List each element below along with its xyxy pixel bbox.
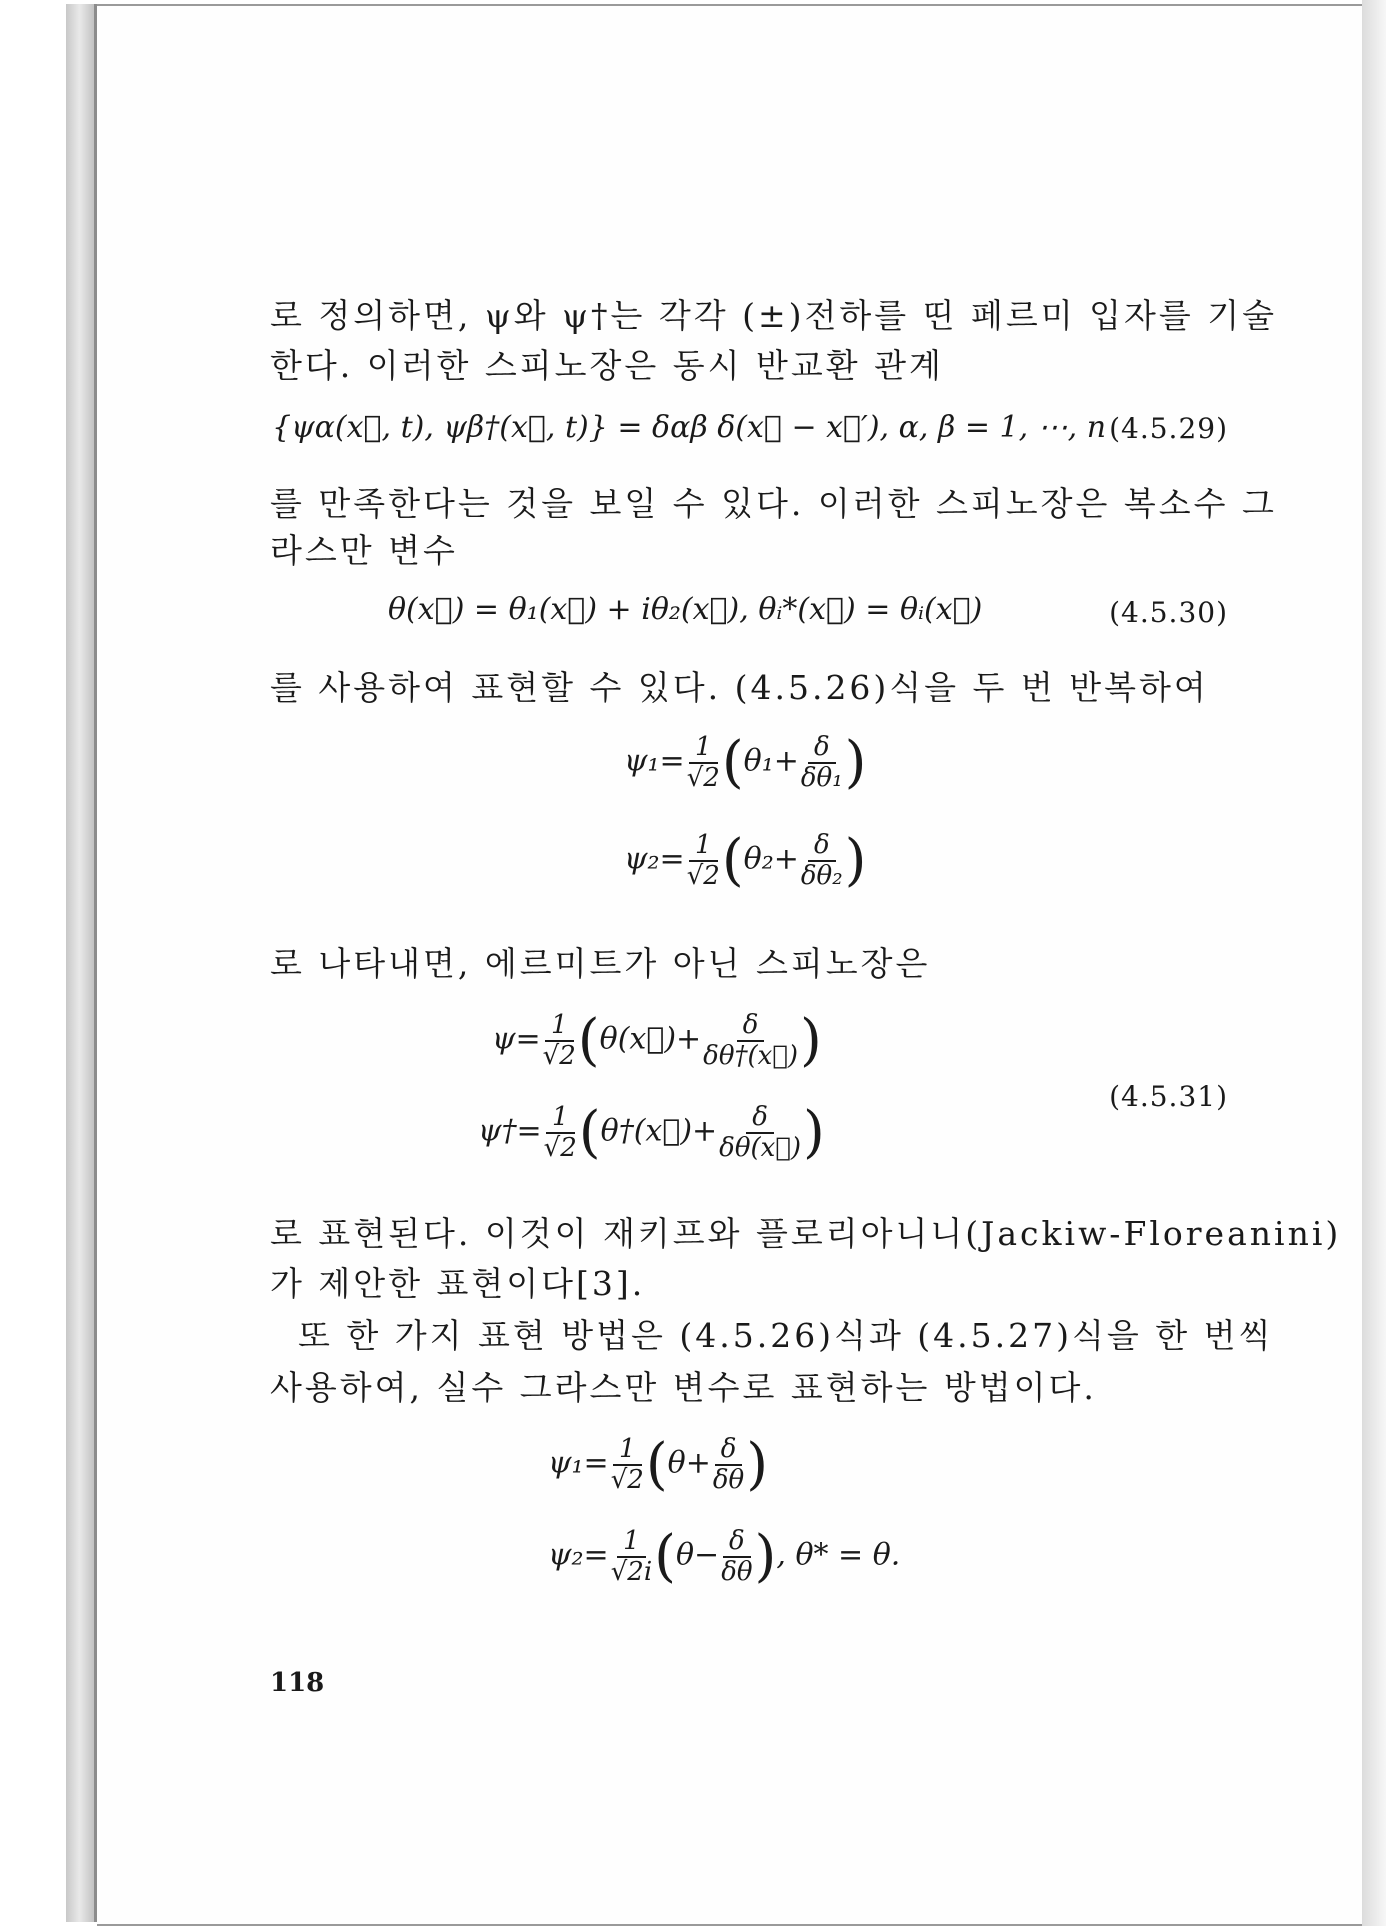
psi2-d-num: δ (808, 831, 836, 862)
psid-coefficient (544, 1103, 577, 1162)
psi1-derivative (801, 733, 843, 792)
psid-d-num: δ (746, 1103, 774, 1134)
psid-lhs: ψ†= (478, 1113, 542, 1149)
psi-derivative (703, 1011, 798, 1070)
psi1-coefficient (687, 733, 720, 792)
page-number: 118 (270, 1668, 325, 1698)
psid-open-paren: ( (578, 1100, 601, 1165)
equation-4-5-30: θ(x⃗) = θ₁(x⃗) + iθ₂(x⃗), θᵢ*(x⃗) = θᵢ(x⃗) (388, 592, 983, 627)
r1-lhs: ψ₁= (548, 1445, 609, 1481)
r1-derivative (713, 1435, 744, 1494)
r1-close-paren: ) (746, 1432, 769, 1497)
r1-coef-num: 1 (613, 1435, 642, 1466)
r1-d-den: δθ (712, 1464, 745, 1495)
r2-coef-num: 1 (617, 1527, 646, 1558)
equation-number-4-5-30: (4.5.30) (1109, 596, 1228, 629)
r2-coef-den: √2i (610, 1556, 653, 1587)
psid-inner: θ†(x⃗)+ (600, 1113, 718, 1149)
book-spine (66, 4, 96, 1922)
text-line-6: 로 나타내면, 에르미트가 아닌 스피노장은 (270, 944, 931, 983)
psid-derivative (719, 1103, 801, 1162)
equation-real-psi2 (548, 1524, 900, 1589)
equation-real-psi1 (548, 1432, 768, 1497)
psi-close-paren: ) (800, 1008, 822, 1073)
equation-number-4-5-29: (4.5.29) (1109, 412, 1228, 445)
text-line-2: 한다. 이러한 스피노장은 동시 반교환 관계 (270, 346, 944, 385)
r2-lhs: ψ₂= (548, 1537, 609, 1573)
psi1-open-paren: ( (721, 730, 744, 795)
r1-open-paren: ( (645, 1432, 668, 1497)
psi2-open-paren: ( (721, 828, 744, 893)
equation-psi2 (624, 828, 867, 893)
equation-psi-dagger (478, 1100, 825, 1165)
text-line-5: 를 사용하여 표현할 수 있다. (4.5.26)식을 두 번 반복하여 (270, 668, 1209, 707)
equation-psi (492, 1008, 822, 1073)
psi2-coef-num: 1 (689, 831, 718, 862)
psi-d-num: δ (737, 1011, 765, 1042)
r2-coefficient (611, 1527, 652, 1586)
psi2-close-paren: ) (844, 828, 867, 893)
psi-lhs: ψ= (492, 1021, 541, 1057)
text-line-9: 또 한 가지 표현 방법은 (4.5.26)식과 (4.5.27)식을 한 번씩 (298, 1316, 1274, 1355)
psi1-close-paren: ) (844, 730, 867, 795)
psi1-coef-den: √2 (686, 762, 720, 793)
psi-d-den: δθ†(x⃗) (703, 1040, 799, 1071)
psi1-d-num: δ (808, 733, 836, 764)
psid-close-paren: ) (803, 1100, 825, 1165)
psi-open-paren: ( (577, 1008, 600, 1073)
r1-coefficient (611, 1435, 644, 1494)
r2-inner: θ− (676, 1537, 720, 1573)
psi2-coefficient (687, 831, 720, 890)
psi2-coef-den: √2 (686, 860, 720, 891)
r2-d-den: δθ (721, 1556, 753, 1587)
r2-tail: , θ* = θ. (776, 1537, 901, 1573)
psi2-lhs: ψ₂= (624, 841, 685, 877)
text-line-10: 사용하여, 실수 그라스만 변수로 표현하는 방법이다. (270, 1368, 1097, 1407)
equation-4-5-29: {ψα(x⃗, t), ψβ†(x⃗, t)} = δαβ δ(x⃗ − x⃗′), α, β = 1, ⋯, n (272, 410, 1107, 445)
text-line-3: 를 만족한다는 것을 보일 수 있다. 이러한 스피노장은 복소수 그 (270, 484, 1277, 523)
psi1-d-den: δθ₁ (800, 762, 843, 793)
equation-psi1 (624, 730, 867, 795)
psi-coef-num: 1 (545, 1011, 574, 1042)
r2-d-num: δ (723, 1527, 751, 1558)
psi1-lhs: ψ₁= (624, 743, 685, 779)
psi1-inner: θ₁+ (743, 743, 799, 779)
psi2-d-den: δθ₂ (800, 860, 843, 891)
r1-inner: θ+ (667, 1445, 711, 1481)
psi2-derivative (801, 831, 843, 890)
psi-coefficient (543, 1011, 576, 1070)
text-line-8: 가 제안한 표현이다[3]. (270, 1264, 646, 1303)
psid-coef-den: √2 (543, 1132, 577, 1163)
r1-d-num: δ (715, 1435, 743, 1466)
r2-open-paren: ( (654, 1524, 676, 1589)
psi-coef-den: √2 (542, 1040, 576, 1071)
equation-number-4-5-31: (4.5.31) (1109, 1080, 1228, 1113)
text-line-1: 로 정의하면, ψ와 ψ†는 각각 (±)전하를 띤 페르미 입자를 기술 (270, 296, 1277, 335)
psid-coef-num: 1 (546, 1103, 575, 1134)
page-right-edge (1362, 0, 1386, 1926)
psi-inner: θ(x⃗)+ (599, 1021, 702, 1057)
r2-derivative (721, 1527, 752, 1586)
r1-coef-den: √2 (610, 1464, 644, 1495)
r2-close-paren: ) (754, 1524, 777, 1589)
psid-d-den: δθ(x⃗) (719, 1132, 802, 1163)
text-line-7: 로 표현된다. 이것이 재키프와 플로리아니니(Jackiw-Floreanini) (270, 1214, 1342, 1253)
psi1-coef-num: 1 (689, 733, 718, 764)
text-line-4: 라스만 변수 (270, 531, 458, 570)
psi2-inner: θ₂+ (743, 841, 799, 877)
